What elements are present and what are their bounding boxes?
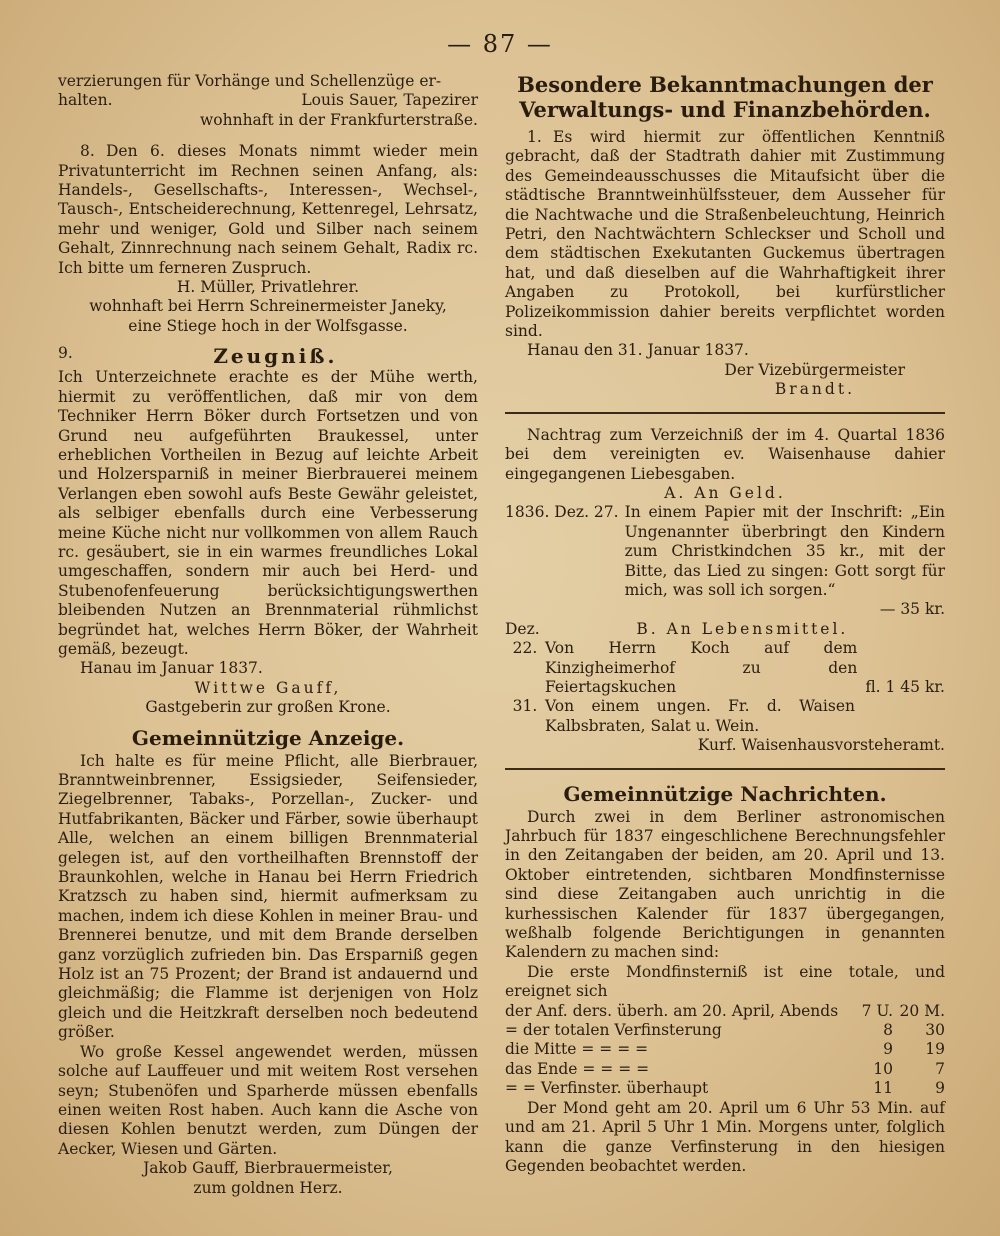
divider-2 bbox=[505, 768, 945, 770]
address-mueller-2: eine Stiege hoch in der Wolfsgasse. bbox=[128, 316, 408, 335]
nachtrag-section-b: B. An Lebensmittel. bbox=[636, 619, 849, 638]
entry-text: Von Herrn Koch auf dem Kinzigheimerhof zu den Feiertagskuchen bbox=[545, 639, 858, 696]
entry-amount: fl. 1 45 kr. bbox=[865, 677, 945, 696]
table-cell-minutes: 7 bbox=[935, 1059, 945, 1078]
entry-text: In einem Papier mit der Inschrift: „Ein Ungenannter überbringt den Kindern zum Christkindchen 35 kr., mit der Bitte, das Lied zu singen: Gott sorgt für mich, was soll ich sorgen.“ bbox=[624, 503, 945, 599]
table-cell-hours: 10 bbox=[873, 1059, 893, 1078]
entry-text: Von einem ungen. Fr. d. Waisen Kalbsbraten, Salat u. Wein. bbox=[545, 697, 855, 735]
signature-gauff-title: Gastgeberin zur großen Krone. bbox=[145, 698, 391, 717]
notice-9-text: Ich Unterzeichnete erachte es der Mühe werth, hiermit zu veröffentlichen, daß mir von dem Techniker Herrn Böker durch Fortsetzen und von Grund neu aufgeführten Braukessel, unter erheblichen Vortheilen in Bezug auf leichte Arbeit und Holzersparniß in meiner Bierbrauerei meinem Verlangen eben sowohl aufs Beste Gewähr geleistet, als selbiger ebenfalls durch eine Verbesserung meine Küche nicht nur vollkommen von allem Rauch rc. gesäubert, sie in ein warmes freundliches Lokal umgeschaffen, sondern mir auch bei Herd- und Stubenofenfeuerung berücksichtigungswerthen bleibenden Nutzen an Brennmaterial rühmlichst begründet hat, welches Herrn Böker, der Wahrheit gemäß, bezeugt. bbox=[58, 368, 478, 658]
entry-day: 22. bbox=[512, 639, 538, 658]
notice-8 bbox=[58, 142, 478, 278]
signature-mueller: H. Müller, Privatlehrer. bbox=[176, 278, 360, 297]
table-row bbox=[505, 1002, 945, 1021]
table-row bbox=[505, 1079, 945, 1098]
table-cell-label: die Mitte = = = = bbox=[505, 1040, 649, 1059]
anzeige-text-1: Ich halte es für meine Pflicht, alle Bierbrauer, Branntweinbrenner, Essigsieder, Seifensieder, Ziegelbrenner, Tabaks-, Porzellan-, Zucker- und Hutfabrikanten, Bäcker und Färber, sowie überhaupt Alle, welchen an einem billigen Brennmaterial gelegen ist, auf den vortheilhaften Brennstoff der Braunkohlen, welche in Hanau bei Herrn Friedrich Kratzsch zu haben sind, hiermit aufmerksam zu machen, indem ich diese Kohlen in meiner Brau- und Brennerei benutze, und mit dem Brande derselben ganz vorzüglich zufrieden bin. Das Ersparniß gegen Holz ist an 75 Prozent; der Brand ist andauernd und gleichmäßig; die Flamme ist derjenigen von Holz gleich und die Heitzkraft derselben noch bedeutend größer. bbox=[58, 751, 478, 1042]
nachtrag-entry-a1 bbox=[505, 503, 945, 600]
table-cell-minutes: 20 M. bbox=[899, 1001, 945, 1020]
signature-gauff: Wittwe Gauff, bbox=[194, 678, 342, 697]
table-cell-hours: 7 U. bbox=[861, 1001, 893, 1020]
nachtrag-entry-b1 bbox=[505, 639, 945, 697]
entry-day: 31. bbox=[512, 697, 538, 716]
table-row bbox=[505, 1021, 945, 1040]
notice-1 bbox=[505, 128, 945, 341]
signature-sauer: Louis Sauer, Tapezirer bbox=[301, 91, 478, 110]
anzeige-text-2: Wo große Kessel angewendet werden, müssen solche auf Lauffeuer und mit weitem Rost versehen seyn; Stubenöfen und Sparherde müssen ebenfalls einen weiten Rost haben. Auch kann die Asche von diesen Kohlen benutzt werden, zum Düngen der Aecker, Wiesen und Gärten. bbox=[58, 1042, 478, 1158]
address-sauer: wohnhaft in der Frankfurterstraße. bbox=[200, 110, 478, 129]
table-cell-label: = der totalen Verfinsterung bbox=[505, 1021, 722, 1040]
notice-number: 9. bbox=[58, 344, 73, 363]
notice-number: 1. bbox=[527, 128, 542, 146]
left-column bbox=[58, 72, 478, 1198]
signature-jakob-gauff-address: zum goldnen Herz. bbox=[193, 1178, 343, 1197]
notice-1-date: Hanau den 31. Januar 1837. bbox=[527, 341, 749, 360]
notice-number: 8. bbox=[80, 142, 95, 161]
table-cell-hours: 11 bbox=[873, 1079, 893, 1098]
table-cell-minutes: 9 bbox=[935, 1079, 945, 1098]
nachtrag-section-a: A. An Geld. bbox=[664, 483, 786, 502]
table-cell-hours: 8 bbox=[883, 1021, 893, 1040]
continued-line-1: verzierungen für Vorhänge und Schellenzüge er- bbox=[58, 72, 442, 90]
divider-1 bbox=[505, 412, 945, 414]
table-row bbox=[505, 1040, 945, 1059]
table-cell-label: = = Verfinster. überhaupt bbox=[505, 1079, 709, 1098]
table-row bbox=[505, 1060, 945, 1079]
heading-bekanntmachungen: Besondere Bekanntmachungen der Verwaltungs- und Finanzbehörden. bbox=[517, 72, 933, 122]
heading-zeugniss: Zeugniß. bbox=[213, 344, 338, 369]
entry-month: Dez. bbox=[505, 619, 540, 638]
signature-brandt: Brandt. bbox=[774, 380, 855, 399]
signature-jakob-gauff: Jakob Gauff, Bierbrauermeister, bbox=[143, 1159, 393, 1178]
notice-text: Den 6. dieses Monats nimmt wieder mein Privatunterricht im Rechnen seinen Anfang, als: Handels-, Gesellschafts-, Interessen-, Wechsel-, Tausch-, Entscheiderechnung, Kettenregel, Lehrsatz, mehr und weniger, Gold und Silber nach seinem Gehalt, Zinnrechnung nach seinem Gehalt, Radix rc. Ich bitte um ferneren Zuspruch. bbox=[58, 142, 478, 277]
table-cell-minutes: 19 bbox=[925, 1040, 945, 1059]
table-cell-hours: 9 bbox=[883, 1040, 893, 1059]
signature-waisenhaus: Kurf. Waisenhausvorsteheramt. bbox=[697, 736, 945, 755]
page-number: — 87 — bbox=[447, 30, 553, 58]
table-cell-label: der Anf. ders. überh. am 20. April, Abends bbox=[505, 1001, 839, 1020]
nachtrag-entry-b2 bbox=[505, 697, 945, 736]
signature-title: Der Vizebürgermeister bbox=[724, 360, 905, 379]
address-mueller-1: wohnhaft bei Herrn Schreinermeister Janeky, bbox=[89, 297, 447, 316]
nachtrag-intro: Nachtrag zum Verzeichniß der im 4. Quartal 1836 bei dem vereinigten ev. Waisenhause dahier eingegangenen Liebesgaben. bbox=[505, 425, 945, 483]
continued-line-2 bbox=[58, 91, 478, 110]
entry-date: 1836. Dez. 27. bbox=[505, 503, 619, 522]
notice-9-header bbox=[58, 344, 478, 368]
eclipse-table bbox=[505, 1002, 945, 1099]
continued-text: halten. bbox=[58, 91, 113, 110]
nachtrag-section-b-row bbox=[505, 620, 945, 639]
nachrichten-text-2: Die erste Mondfinsterniß ist eine totale, und ereignet sich bbox=[505, 962, 945, 1001]
notice-9-date: Hanau im Januar 1837. bbox=[80, 659, 263, 678]
entry-amount: — 35 kr. bbox=[879, 600, 945, 619]
table-cell-label: das Ende = = = = bbox=[505, 1059, 650, 1078]
notice-text: Es wird hiermit zur öffentlichen Kenntniß gebracht, daß der Stadtrath dahier mit Zustimmung des Gemeindeausschusses die Mitaufsicht über die städtische Branntweinhülfssteuer, dem Ausseher für die Nachtwache und die Straßenbeleuchtung, Heinrich Petri, den Nachtwächtern Schleckser und Scholl und dem städtischen Exekutanten Guckemus übertragen hat, und daß dieselben auf die Wahrhaftigkeit ihrer Angaben zu Protokoll, bei kurfürstlicher Polizeikommission dahier bereits verpflichtet worden sind. bbox=[505, 128, 945, 341]
table-cell-minutes: 30 bbox=[925, 1021, 945, 1040]
heading-anzeige: Gemeinnützige Anzeige. bbox=[131, 725, 405, 750]
nachrichten-text-1: Durch zwei in dem Berliner astronomischen Jahrbuch für 1837 eingeschlichene Berechnungsfehler in den Zeitangaben der beiden, am 20. April und 13. Oktober eintretenden, sichtbaren Mondfinsternisse sind diese Zeitangaben auch unrichtig in die kurhessischen Kalender für 1837 übergegangen, weßhalb folgende Berichtigungen in genannten Kalendern zu machen sind: bbox=[505, 807, 945, 962]
right-column bbox=[505, 72, 945, 1176]
nachrichten-text-3: Der Mond geht am 20. April um 6 Uhr 53 Min. auf und am 21. April 5 Uhr 1 Min. Morgens unter, folglich kann die ganze Verfinsterung in den hiesigen Gegenden beobachtet werden. bbox=[505, 1098, 945, 1175]
heading-nachrichten: Gemeinnützige Nachrichten. bbox=[563, 781, 887, 806]
